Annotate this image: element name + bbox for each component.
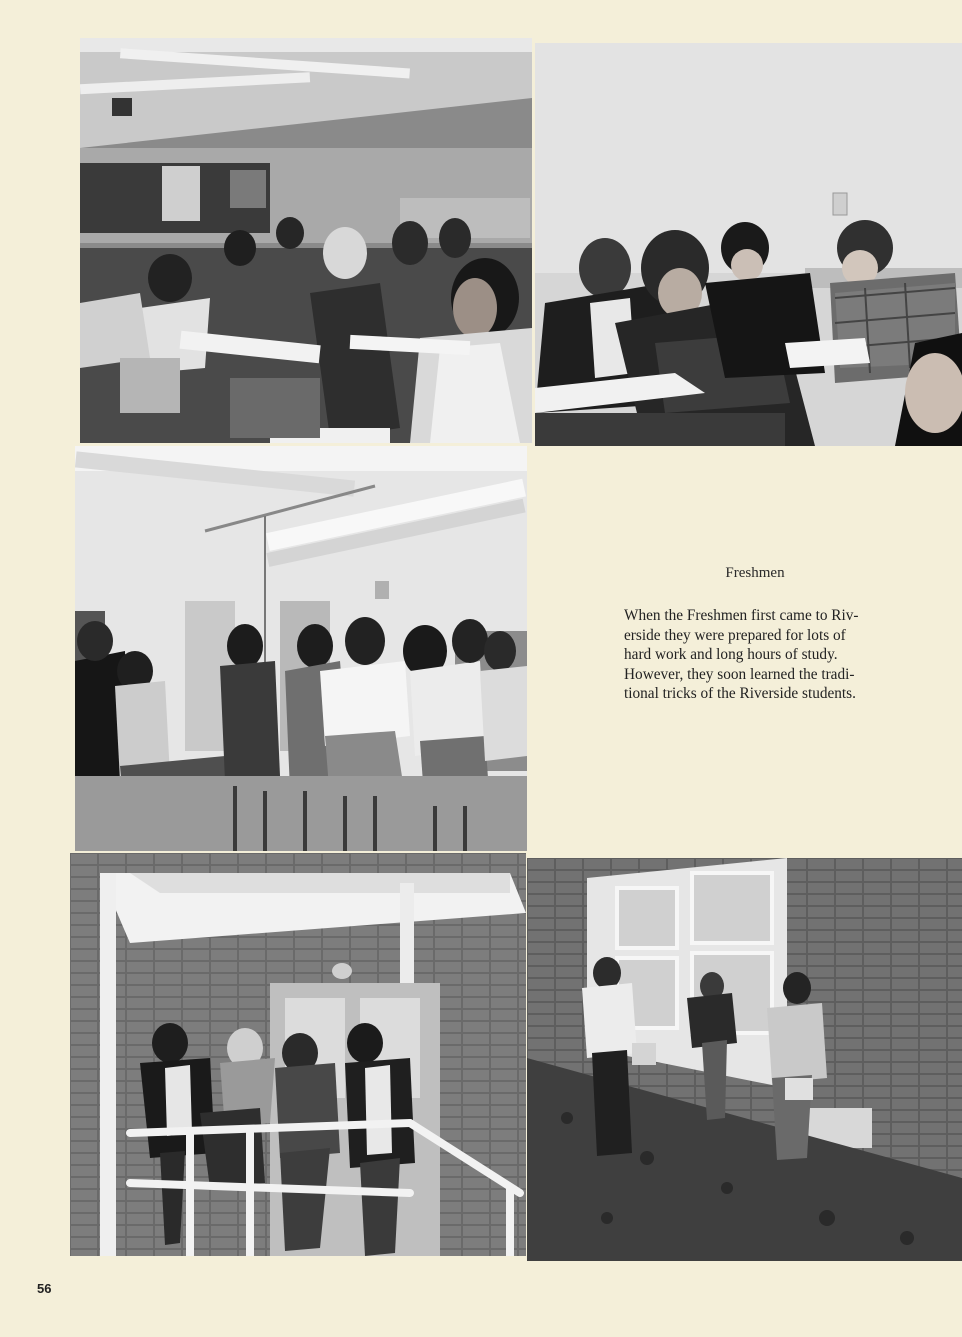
caption-body bbox=[624, 606, 904, 704]
page-number: 56 bbox=[37, 1281, 52, 1296]
caption-line: hard work and long hours of study. bbox=[624, 646, 838, 663]
photo-classroom-boys bbox=[535, 43, 962, 446]
caption-line: erside they were prepared for lots of bbox=[624, 626, 846, 644]
caption-line: However, they soon learned the tradi- bbox=[624, 665, 855, 683]
photo-lockers-hallway bbox=[75, 446, 527, 851]
photo-classroom-girls bbox=[80, 38, 532, 443]
photo-outdoor-building bbox=[527, 858, 962, 1261]
caption-line: tional tricks of the Riverside students. bbox=[624, 685, 856, 702]
caption-title: Freshmen bbox=[725, 565, 785, 581]
photo-porch-railing bbox=[70, 853, 526, 1256]
caption-line: When the Freshmen first came to Riv- bbox=[624, 607, 859, 624]
